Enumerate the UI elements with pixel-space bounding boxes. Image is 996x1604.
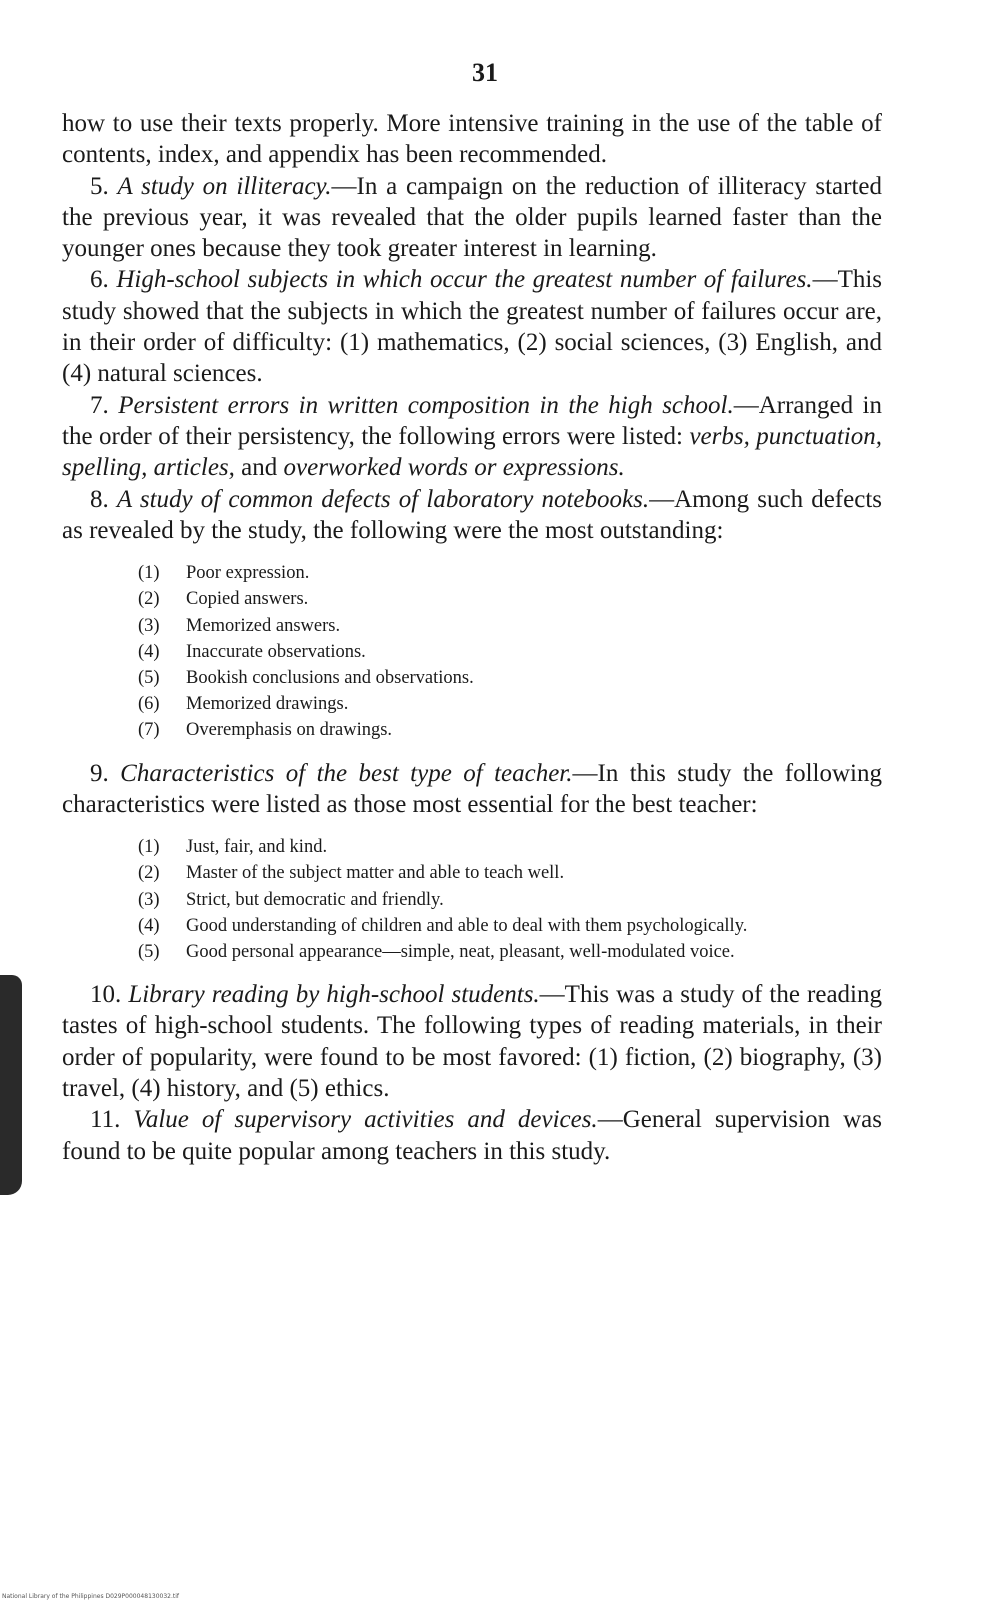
list-item-text: Copied answers. bbox=[186, 589, 309, 610]
list-item-number: (2) bbox=[138, 589, 160, 610]
em-dash: — bbox=[331, 172, 357, 200]
list-item-number: (5) bbox=[138, 667, 160, 688]
item-7-paragraph bbox=[62, 390, 882, 484]
page-number: 31 bbox=[472, 58, 498, 87]
list-item bbox=[138, 717, 886, 743]
list-item-number: (4) bbox=[138, 641, 160, 662]
em-dash: — bbox=[597, 1106, 623, 1134]
intro-paragraph: how to use their texts properly. More intensive training in the use of the table of contents, index, and appendix has been recommended. bbox=[62, 110, 882, 169]
item-7-errors-end: overworked words or expressions. bbox=[283, 454, 625, 482]
item-9-number: 9. bbox=[90, 759, 109, 787]
item-6-title: High-school subjects in which occur the greatest number of failures. bbox=[116, 266, 813, 294]
item-7-and: and bbox=[234, 454, 284, 482]
list-item bbox=[138, 586, 886, 612]
list-item bbox=[138, 834, 886, 860]
list-item-text: Poor expression. bbox=[186, 563, 310, 584]
item-8-text: Among such defects as revealed by the study, the following were the most outstanding: bbox=[62, 485, 882, 544]
em-dash: — bbox=[733, 391, 759, 419]
item-10-title: Library reading by high-school students. bbox=[128, 981, 540, 1009]
item-7-errors: verbs, punctuation, spelling, articles, bbox=[62, 422, 882, 482]
list-item-number: (2) bbox=[138, 863, 160, 884]
list-item-text: Just, fair, and kind. bbox=[186, 837, 328, 858]
list-item-text: Inaccurate observations. bbox=[186, 641, 366, 662]
item-5-title: A study on illiteracy. bbox=[117, 172, 332, 200]
item-9-paragraph bbox=[62, 758, 882, 821]
item-10-paragraph bbox=[62, 979, 882, 1104]
item-7-text: Arranged in the order of their persistency, the following errors were listed: bbox=[62, 391, 882, 450]
em-dash: — bbox=[649, 485, 675, 513]
item-9-text: In this study the following characteristics were listed as those most essential for the best teacher: bbox=[62, 759, 882, 818]
item-10-text: This was a study of the reading tastes of high-school students. The following types of reading materials, in their order of popularity, were found to be most favored: (1) fiction, (2) biography, (3) travel, (4) history, and (5) ethics. bbox=[62, 981, 882, 1103]
item-6-text: This study showed that the subjects in which the greatest number of failures occur are, in their order of difficulty: (1) mathematics, (2) social sciences, (3) English, and (4) natural sciences. bbox=[62, 266, 883, 388]
item-6-paragraph bbox=[62, 264, 882, 389]
item-9-characteristics-list bbox=[138, 834, 886, 965]
item-11-number: 11. bbox=[90, 1106, 121, 1134]
list-item bbox=[138, 691, 886, 717]
list-item-number: (3) bbox=[138, 615, 160, 636]
item-8-defects-list bbox=[138, 560, 886, 743]
item-8-title: A study of common defects of laboratory notebooks. bbox=[116, 485, 650, 513]
list-item-number: (4) bbox=[138, 915, 160, 936]
list-item bbox=[138, 939, 886, 965]
item-11-title: Value of supervisory activities and devices. bbox=[133, 1106, 598, 1134]
list-item bbox=[138, 613, 886, 639]
item-5-text: In a campaign on the reduction of illiteracy started the previous year, it was revealed that the older pupils learned faster than the younger ones because they took greater interest in learning. bbox=[62, 172, 883, 263]
page-body bbox=[62, 108, 882, 1167]
list-item-text: Overemphasis on drawings. bbox=[186, 720, 393, 741]
list-item bbox=[138, 665, 886, 691]
list-item bbox=[138, 860, 886, 886]
list-item-number: (7) bbox=[138, 720, 160, 741]
item-11-paragraph bbox=[62, 1104, 882, 1167]
list-item-text: Memorized drawings. bbox=[186, 694, 349, 715]
list-item-number: (5) bbox=[138, 941, 160, 962]
item-7-number: 7. bbox=[90, 391, 109, 419]
list-item-text: Memorized answers. bbox=[186, 615, 341, 636]
item-9-title: Characteristics of the best type of teacher. bbox=[120, 759, 573, 787]
em-dash: — bbox=[572, 759, 598, 787]
list-item-text: Good personal appearance—simple, neat, pleasant, well-modulated voice. bbox=[186, 941, 735, 962]
list-item-text: Strict, but democratic and friendly. bbox=[186, 889, 444, 910]
list-item-number: (1) bbox=[138, 837, 160, 858]
list-item-text: Master of the subject matter and able to teach well. bbox=[186, 863, 565, 884]
item-5-paragraph bbox=[62, 171, 882, 265]
list-item bbox=[138, 887, 886, 913]
list-item-number: (1) bbox=[138, 563, 160, 584]
item-10-number: 10. bbox=[90, 981, 122, 1009]
list-item bbox=[138, 639, 886, 665]
list-item bbox=[138, 560, 886, 586]
em-dash: — bbox=[539, 981, 565, 1009]
item-7-title: Persistent errors in written composition in the high school. bbox=[118, 391, 734, 419]
scan-credit-footer: National Library of the Philippines D029P000048130032.tif bbox=[2, 1593, 180, 1600]
item-5-number: 5. bbox=[90, 172, 109, 200]
scan-edge-shadow bbox=[0, 975, 22, 1195]
item-8-paragraph bbox=[62, 484, 882, 547]
list-item-text: Good understanding of children and able to deal with them psychologically. bbox=[186, 915, 748, 936]
item-8-number: 8. bbox=[90, 485, 109, 513]
list-item-number: (3) bbox=[138, 889, 160, 910]
item-6-number: 6. bbox=[90, 266, 109, 294]
list-item-number: (6) bbox=[138, 694, 160, 715]
list-item bbox=[138, 913, 886, 939]
item-11-text: General supervision was found to be quite popular among teachers in this study. bbox=[62, 1106, 883, 1165]
list-item-text: Bookish conclusions and observations. bbox=[186, 667, 474, 688]
em-dash: — bbox=[812, 266, 838, 294]
